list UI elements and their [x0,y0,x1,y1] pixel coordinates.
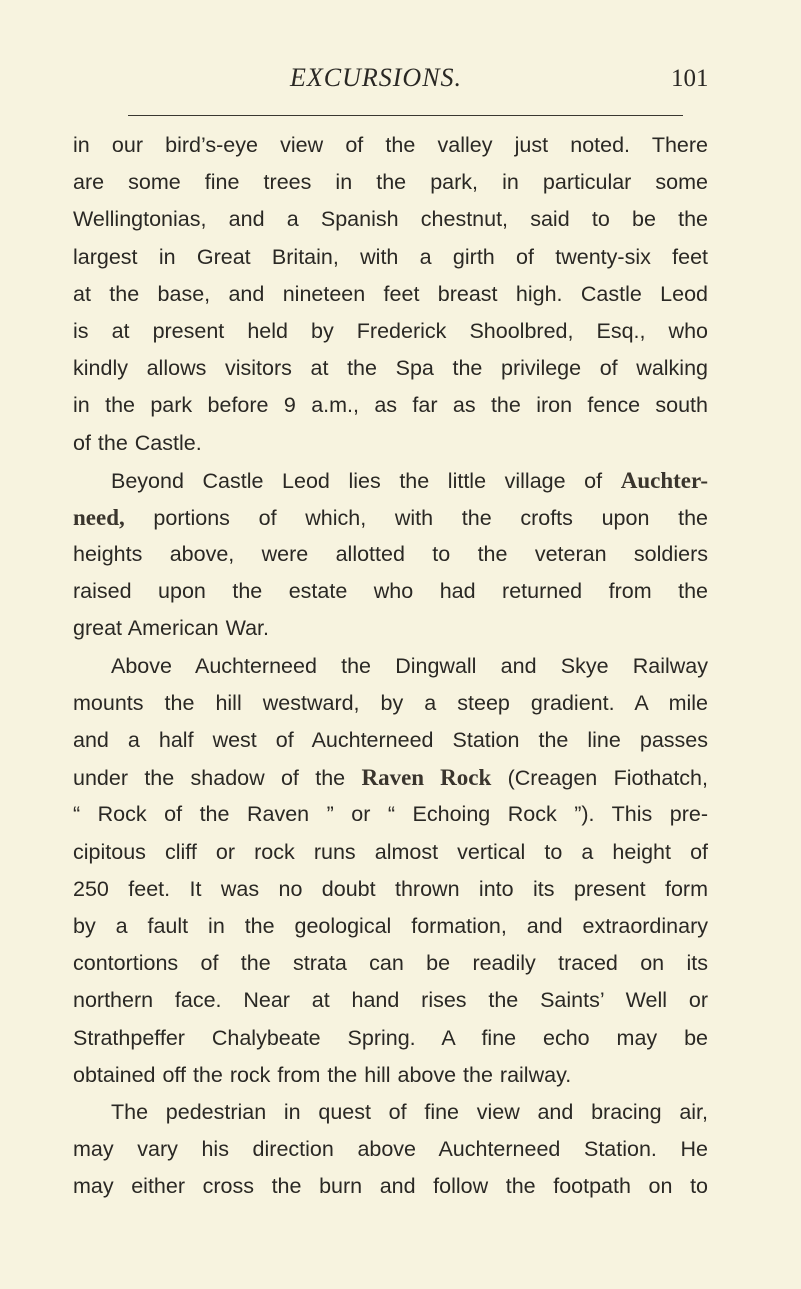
text-line: kindly allows visitors at the Spa the privilege of walking [73,356,708,381]
text-line: is at present held by Frederick Shoolbred, Esq., who [73,318,708,343]
text-line [73,499,708,536]
text-segment: Beyond Castle Leod lies the little village of [111,468,621,493]
text-line: largest in Great Britain, with a girth of twenty-six feet [73,244,708,269]
text-line: may vary his direction above Auchterneed Station. He [73,1137,708,1162]
paragraph [73,462,708,648]
text-line: Wellingtonias, and a Spanish chestnut, said to be the [73,207,708,232]
text-line: in our bird’s-eye view of the valley just noted. There [73,133,708,157]
text-line: Above Auchterneed the Dingwall and Skye Railway [111,653,708,678]
body-text [73,127,708,1205]
text-line [73,462,708,499]
text-line: cipitous cliff or rock runs almost vertical to a height of [73,839,708,864]
text-line: at the base, and nineteen feet breast high. Castle Leod [73,281,708,306]
text-line: northern face. Near at hand rises the Saints’ Well or [73,988,708,1013]
page-number: 101 [671,65,709,92]
text-line: and a half west of Auchterneed Station the line passes [73,728,708,752]
running-head-title: EXCURSIONS. [290,63,463,92]
header-rule [128,115,683,116]
text-line: by a fault in the geological formation, and extraordinary [73,913,708,938]
text-line: may either cross the burn and follow the footpath on to [73,1174,708,1199]
paragraph [73,648,708,1094]
text-line: raised upon the estate who had returned from the [73,579,708,604]
place-name-bold: Raven Rock [361,765,492,791]
text-line: Strathpeffer Chalybeate Spring. A fine echo may be [73,1025,708,1050]
paragraph [73,127,708,462]
text-segment: (Creagen Fiothatch, [491,766,708,791]
text-line [73,759,708,796]
text-line: great American War. [73,616,269,641]
text-line: contortions of the strata can be readily traced on its [73,951,708,976]
place-name-bold: Auchter- [620,467,708,493]
text-segment: under the shadow of the [73,766,362,791]
place-name-bold: need, [73,504,125,530]
text-line: are some fine trees in the park, in particular some [73,170,708,195]
text-segment: portions of which, with the crofts upon the [124,505,708,530]
text-line: mounts the hill westward, by a steep gradient. A mile [73,690,708,715]
text-line: obtained off the rock from the hill above the railway. [73,1062,572,1087]
text-line: “ Rock of the Raven ” or “ Echoing Rock ”). This pre- [73,802,708,827]
text-line: 250 feet. It was no doubt thrown into its present form [73,876,708,901]
text-line: in the park before 9 a.m., as far as the iron fence south [73,393,708,418]
text-line: The pedestrian in quest of fine view and bracing air, [111,1099,708,1124]
text-line: of the Castle. [73,430,202,455]
paragraph [73,1094,708,1206]
text-line: heights above, were allotted to the veteran soldiers [73,542,708,567]
